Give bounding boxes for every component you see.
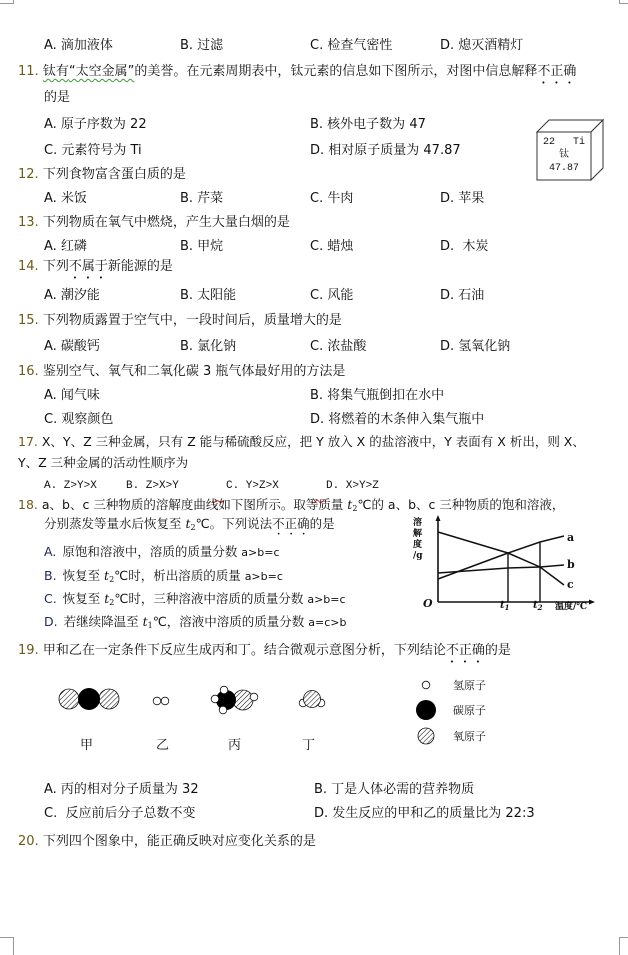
crop-mark-bottom-right <box>619 937 628 955</box>
option-c: C. 蜡烛 <box>310 239 354 254</box>
option-b: B. 甲烷 <box>180 239 224 254</box>
option-c: C. 风能 <box>310 288 354 303</box>
atomic-mass: 47.87 <box>548 163 579 174</box>
stem-text-line2: 的是 <box>44 90 71 105</box>
option-c: C. 反应前后分子总数不变 <box>44 806 196 821</box>
solubility-chart <box>412 514 602 614</box>
option-c: C. Y>Z>X <box>226 480 279 492</box>
option-a: A. 丙的相对分子质量为 32 <box>44 782 199 797</box>
molecule-label-ding: 丁 <box>302 738 316 753</box>
series-label-c: c <box>567 578 574 591</box>
option-b: B. 太阳能 <box>180 288 237 303</box>
atomic-number: 22 <box>542 137 555 148</box>
stem-text: 下列物质露置于空气中，一段时间后，质量增大的是 <box>42 313 342 328</box>
y-axis-label: 溶 <box>413 518 423 528</box>
option-b: B. 过滤 <box>180 38 224 53</box>
molecule-bing-ch3oh-icon <box>211 686 258 714</box>
emphasis-text: 不正确 <box>272 516 310 531</box>
legend-hydrogen-icon <box>422 681 430 689</box>
emphasis-text: 不正确 <box>445 643 485 658</box>
crop-mark-top-left <box>0 0 14 4</box>
option-c: C. 元素符号为 Ti <box>44 143 142 158</box>
option-c: C. 检查气密性 <box>310 38 393 53</box>
option-d: D. 熄灭酒精灯 <box>440 38 524 53</box>
molecule-jia-co2-icon <box>59 688 119 710</box>
option-a: A. 原饱和溶液中，溶质的质量分数 a>b=c <box>44 544 280 559</box>
option-b: B. 将集气瓶倒扣在水中 <box>310 388 445 403</box>
molecule-yi-h2-icon <box>153 697 169 705</box>
option-d: D. 氢氧化钠 <box>440 339 511 354</box>
option-a: A. 米饭 <box>44 191 87 206</box>
origin-label: O <box>423 597 433 610</box>
legend-label-oxygen: 氧原子 <box>453 730 486 743</box>
svg-text:/g: /g <box>413 551 423 561</box>
question-number: 12. <box>18 167 39 182</box>
question-number: 16. <box>18 364 39 379</box>
stem-text: 下列四个图象中，能正确反映对应变化关系的是 <box>42 834 316 849</box>
option-d: D. 若继续降温至 $t_1℃$，溶液中溶质的质量分数 a=c>b <box>44 614 347 630</box>
svg-text:解: 解 <box>413 529 423 539</box>
option-d: D. 相对原子质量为 47.87 <box>310 143 461 158</box>
option-b: B. 恢复至 $t_2℃$时，析出溶质的质量 a>b=c <box>44 568 283 584</box>
option-a: A. 碳酸钙 <box>44 339 100 354</box>
option-d: D. 木炭 <box>440 239 489 254</box>
question-number: 14. <box>18 259 39 274</box>
legend-label-carbon: 碳原子 <box>453 704 486 717</box>
element-card-titanium <box>535 118 605 182</box>
option-b: B. 氯化钠 <box>180 339 237 354</box>
option-a: A. Z>Y>X <box>44 480 97 492</box>
series-label-a: a <box>567 531 575 544</box>
option-c: C. 牛肉 <box>310 191 354 206</box>
question-number: 17. <box>18 434 38 449</box>
x-tick-t1: $t_1$ <box>500 600 510 612</box>
option-a: A. 红磷 <box>44 239 87 254</box>
option-a: A. 滴加液体 <box>44 38 113 53</box>
option-d: D. X>Y>Z <box>326 480 379 492</box>
question-number: 13. <box>18 215 39 230</box>
stem-text: 鉴别空气、氧气和二氧化碳 3 瓶气体最好用的方法是 <box>42 364 346 379</box>
legend-label-hydrogen: 氢原子 <box>453 679 486 692</box>
molecule-label-jia: 甲 <box>80 738 94 753</box>
stem-text: X、Y、Z 三种金属，只有 Z 能与稀硫酸反应，把 Y 放入 X 的盐溶液中，Y 表面有 X 析出，则 X、 <box>37 434 585 449</box>
question-number: 19. <box>18 643 39 658</box>
molecule-label-yi: 乙 <box>156 738 170 753</box>
option-c: C. 恢复至 $t_2℃$时，三种溶液中溶质的质量分数 a>b=c <box>44 591 346 607</box>
option-a: A. 闻气味 <box>44 388 100 403</box>
crop-mark-top-right <box>619 0 628 4</box>
question-number: 11. <box>18 64 39 79</box>
option-b: B. 芹菜 <box>180 191 224 206</box>
option-b: B. 丁是人体必需的营养物质 <box>314 782 475 797</box>
option-d: D. 将燃着的木条伸入集气瓶中 <box>310 412 485 427</box>
question-number: 20. <box>18 834 39 849</box>
emphasis-text: 不正确 <box>537 64 577 79</box>
option-b: B. 核外电子数为 47 <box>310 117 426 132</box>
question-11-stem <box>18 64 576 87</box>
x-axis-label: 温度/℃ <box>555 602 588 612</box>
option-a: A. 原子序数为 22 <box>44 117 147 132</box>
molecule-ding-h2o-icon <box>299 691 325 708</box>
x-tick-t2: $t_2$ <box>533 600 543 612</box>
legend-oxygen-icon <box>418 728 434 744</box>
svg-text:度: 度 <box>413 540 423 550</box>
stem-text: 钛有“太空金属”的美誉。在元素周期表中，钛元素的信息如下图所示，对图中信息解释不正确 <box>42 64 577 79</box>
option-a: A. 潮汐能 <box>44 288 100 303</box>
option-c: C. 观察颜色 <box>44 412 114 427</box>
series-label-b: b <box>567 558 575 571</box>
emphasis-text: 不属于 <box>68 259 108 274</box>
option-d: D. 发生反应的甲和乙的质量比为 22:3 <box>314 806 535 821</box>
option-c: C. 浓盐酸 <box>310 339 367 354</box>
stem-text: 下列物质在氧气中燃烧，产生大量白烟的是 <box>42 215 290 230</box>
element-symbol: Ti <box>573 137 586 148</box>
option-d: D. 石油 <box>440 288 485 303</box>
option-b: B. Z>X>Y <box>126 480 179 492</box>
crop-mark-bottom-left <box>0 937 14 955</box>
question-number: 18. <box>18 497 38 512</box>
stem-text: 下列食物富含蛋白质的是 <box>42 167 186 182</box>
element-name: 钛 <box>559 150 569 161</box>
molecule-diagram <box>40 670 600 760</box>
option-d: D. 苹果 <box>440 191 485 206</box>
legend-carbon-icon <box>416 700 436 720</box>
molecule-label-bing: 丙 <box>228 738 242 753</box>
stem-text-line2: Y、Z 三种金属的活动性顺序为 <box>18 455 189 470</box>
question-number: 15. <box>18 313 39 328</box>
